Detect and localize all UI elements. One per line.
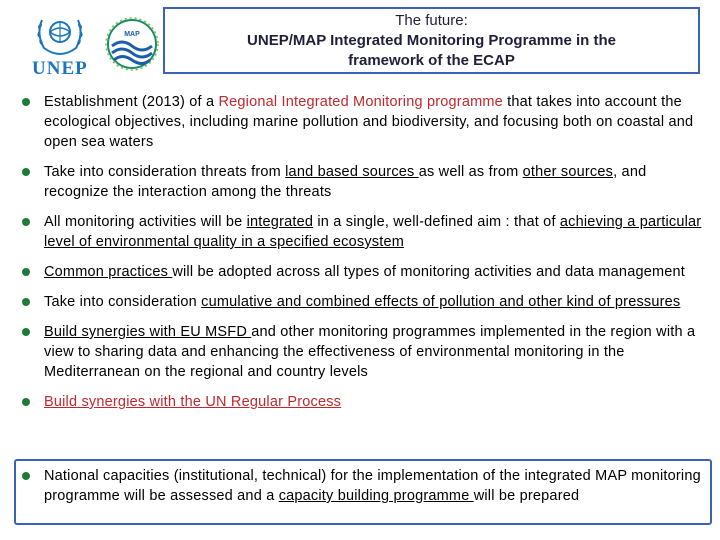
bullet-dot-icon [22,268,30,276]
bullet-list [20,92,710,422]
highlight-text: Regional Integrated Monitoring programme [218,94,503,110]
bullet-dot-icon [22,168,30,176]
bullet-dot-icon [22,298,30,306]
list-item: Common practices will be adopted across all types of monitoring activities and data management [20,262,710,282]
list-item: Take into consideration threats from land based sources as well as from other sources, and recognize the interaction among the threats [20,162,710,202]
underlined-text: Build synergies with EU MSFD [44,324,252,340]
svg-text:MAP: MAP [124,31,140,38]
list-item: Establishment (2013) of a Regional Integrated Monitoring programme that takes into account the ecological objectives, including marine pollution and biodiversity, and focusing both on coastal and open sea waters [20,92,710,152]
bullet-dot-icon [22,472,30,480]
list-item [20,392,710,412]
unep-wordmark: UNEP [32,58,88,79]
title-box [163,7,700,74]
underlined-highlight-text: Build synergies with the UN Regular Process [44,394,342,410]
underlined-text: achieving a particular level of environmental quality in a specified ecosystem [44,214,702,250]
underlined-text: capacity building programme [278,488,474,504]
underlined-text: integrated [246,214,314,230]
bullet-dot-icon [22,328,30,336]
underlined-text: land based sources [285,164,419,180]
underlined-text: Common practices [44,264,173,280]
map-logo [104,16,160,72]
list-item: Build synergies with EU MSFD and other monitoring programmes implemented in the region with a view to sharing data and enhancing the effectiveness of environmental monitoring in the Mediterranean on the regional and country levels [20,322,710,382]
list-item: All monitoring activities will be integrated in a single, well-defined aim : that of achieving a particular level of environmental quality in a specified ecosystem [20,212,710,252]
bullet-dot-icon [22,98,30,106]
bullet-dot-icon [22,218,30,226]
title-line-2: UNEP/MAP Integrated Monitoring Programme in the [247,32,616,49]
list-item-boxed: National capacities (institutional, technical) for the implementation of the integrated MAP monitoring programme will be assessed and a capacity building programme will be prepared [20,466,720,506]
logos-area [28,10,160,80]
list-item: Take into consideration cumulative and combined effects of pollution and other kind of pressures [20,292,710,312]
bullet-dot-icon [22,398,30,406]
underlined-text: cumulative and combined effects of pollution and other kind of pressures [201,294,681,310]
title-line-1: The future: [395,12,468,29]
title-line-3: framework of the ECAP [348,52,515,69]
underlined-text: other sources [522,164,614,180]
